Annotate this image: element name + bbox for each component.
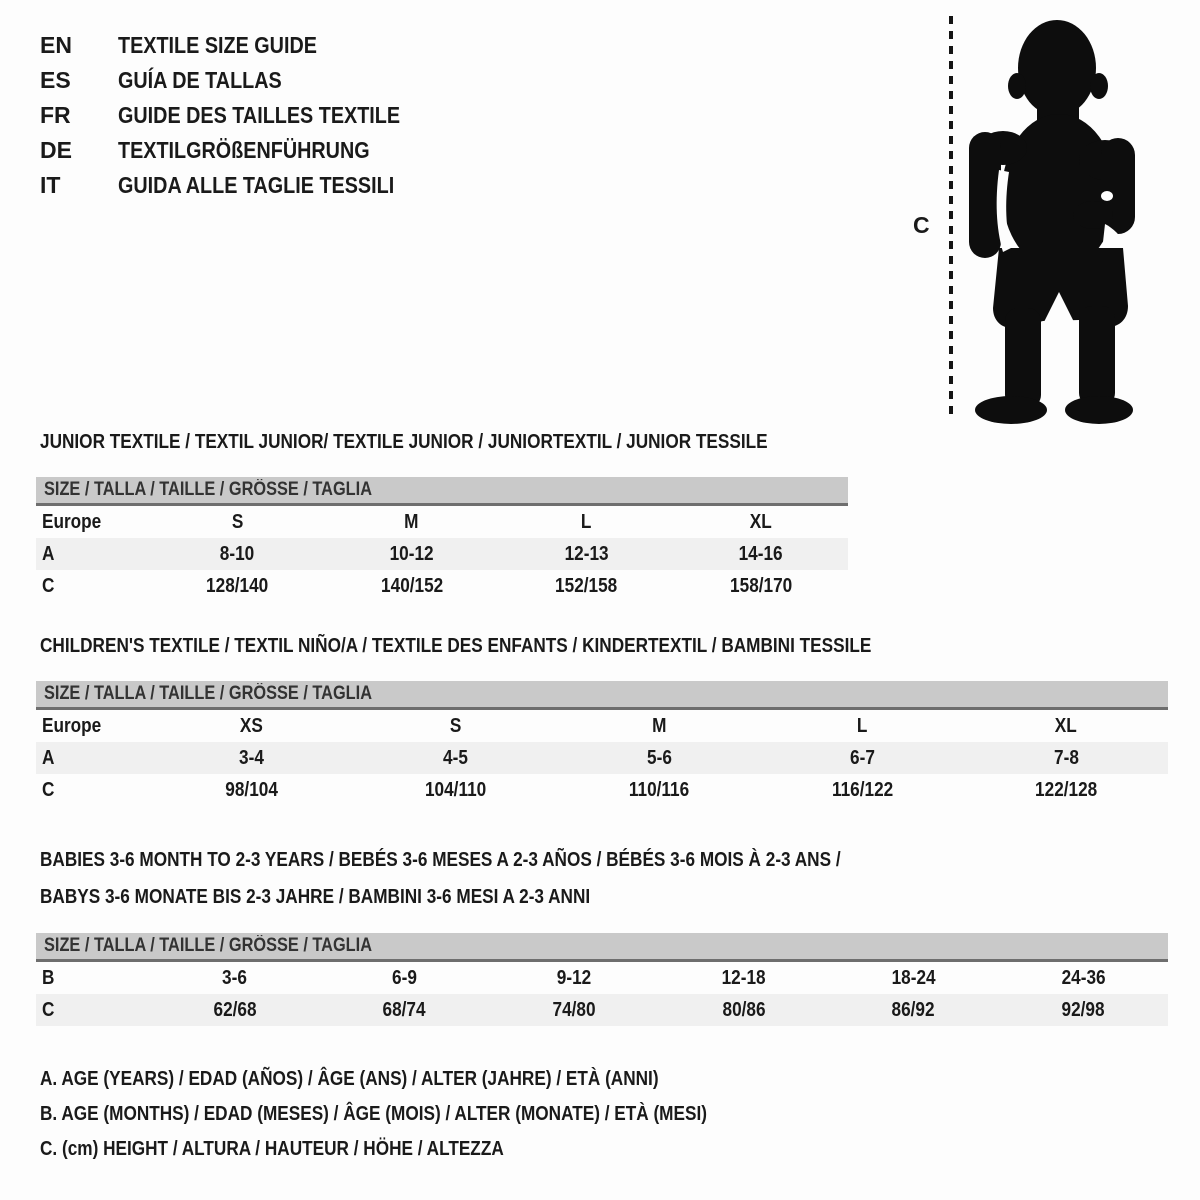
- size-value: 6-9: [392, 966, 417, 989]
- table-row-age-months: [36, 962, 1168, 994]
- table-row-age: [36, 538, 848, 570]
- size-value: L: [580, 510, 592, 533]
- height-dashed-line: [949, 16, 953, 418]
- language-row-de: [40, 133, 446, 168]
- language-code: ES: [40, 67, 71, 93]
- size-value: 158/170: [729, 574, 792, 597]
- row-label: C: [42, 574, 55, 597]
- language-title: TEXTILE SIZE GUIDE: [118, 32, 317, 58]
- row-label: A: [42, 746, 55, 769]
- size-value: 12-18: [721, 966, 766, 989]
- language-row-en: [40, 28, 446, 63]
- size-value: 86/92: [891, 998, 936, 1021]
- row-label: Europe: [42, 510, 102, 533]
- language-row-fr: [40, 98, 446, 133]
- size-value: 68/74: [382, 998, 427, 1021]
- size-value: 10-12: [389, 542, 434, 565]
- size-value: 9-12: [556, 966, 592, 989]
- size-value: 3-6: [222, 966, 248, 989]
- size-value: S: [449, 714, 462, 737]
- size-value: 12-13: [564, 542, 609, 565]
- section-title-line1: BABIES 3-6 MONTH TO 2-3 YEARS / BEBÉS 3-6 MESES A 2-3 AÑOS / BÉBÉS 3-6 MOIS À 2-3 ANS /: [40, 849, 841, 871]
- language-row-it: [40, 168, 446, 203]
- footnote-a: A. AGE (YEARS) / EDAD (AÑOS) / ÂGE (ANS) / ALTER (JAHRE) / ETÀ (ANNI): [40, 1068, 659, 1090]
- size-value: 24-36: [1061, 966, 1106, 989]
- size-header-bar: SIZE / TALLA / TAILLE / GRÖSSE / TAGLIA: [36, 477, 848, 506]
- table-row-europe: [36, 506, 848, 538]
- size-value: 62/68: [213, 998, 257, 1021]
- size-value: 110/116: [628, 778, 690, 801]
- size-value: 7-8: [1053, 746, 1079, 769]
- size-value: 104/110: [424, 778, 487, 801]
- footnote-c: C. (cm) HEIGHT / ALTURA / HAUTEUR / HÖHE / ALTEZZA: [40, 1138, 504, 1160]
- row-label: A: [42, 542, 55, 565]
- row-label: C: [42, 778, 55, 801]
- table-row-height: [36, 774, 1168, 806]
- junior-section: [36, 430, 848, 602]
- language-code: DE: [40, 137, 72, 163]
- section-title: CHILDREN'S TEXTILE / TEXTIL NIÑO/A / TEXTILE DES ENFANTS / KINDERTEXTIL / BAMBINI TESSILE: [40, 635, 872, 657]
- language-code: EN: [40, 32, 72, 58]
- size-value: 116/122: [831, 778, 894, 801]
- size-value: 92/98: [1061, 998, 1105, 1021]
- size-value: 8-10: [220, 542, 255, 565]
- size-value: 74/80: [552, 998, 596, 1021]
- size-value: 14-16: [738, 542, 783, 565]
- size-value: 5-6: [646, 746, 672, 769]
- section-title-line2: BABYS 3-6 MONATE BIS 2-3 JAHRE / BAMBINI 3-6 MESI A 2-3 ANNI: [40, 886, 591, 908]
- height-measure-label: C: [913, 212, 930, 238]
- size-value: 140/152: [380, 574, 443, 597]
- toddler-silhouette-icon: [955, 10, 1150, 430]
- size-header-bar: SIZE / TALLA / TAILLE / GRÖSSE / TAGLIA: [36, 681, 1168, 710]
- language-title: GUIDE DES TAILLES TEXTILE: [118, 102, 401, 128]
- children-section: [36, 634, 1168, 806]
- size-value: 80/86: [722, 998, 766, 1021]
- language-code: FR: [40, 102, 71, 128]
- section-title: JUNIOR TEXTILE / TEXTIL JUNIOR/ TEXTILE JUNIOR / JUNIORTEXTIL / JUNIOR TESSILE: [40, 431, 768, 453]
- language-title: TEXTILGRÖßENFÜHRUNG: [118, 137, 370, 163]
- row-label: Europe: [42, 714, 102, 737]
- size-header-bar: SIZE / TALLA / TAILLE / GRÖSSE / TAGLIA: [36, 933, 1168, 962]
- size-value: L: [857, 714, 868, 737]
- table-row-height: [36, 570, 848, 602]
- size-value: 152/158: [555, 574, 618, 597]
- language-title: GUÍA DE TALLAS: [118, 67, 282, 93]
- language-row-es: [40, 63, 446, 98]
- size-value: 4-5: [442, 746, 468, 769]
- size-value: S: [231, 510, 243, 533]
- language-title: GUIDA ALLE TAGLIE TESSILI: [118, 172, 395, 198]
- size-value: M: [651, 714, 667, 737]
- size-value: XL: [1055, 714, 1078, 737]
- footnotes: [40, 1062, 816, 1167]
- footnote-b: B. AGE (MONTHS) / EDAD (MESES) / ÂGE (MOIS) / ALTER (MONATE) / ETÀ (MESI): [40, 1103, 707, 1125]
- language-list: [40, 28, 446, 203]
- size-value: 98/104: [225, 778, 279, 801]
- size-value: XL: [749, 510, 772, 533]
- table-row-europe: [36, 710, 1168, 742]
- size-value: 122/128: [1035, 778, 1098, 801]
- size-value: 3-4: [239, 746, 265, 769]
- size-value: M: [404, 510, 419, 533]
- table-row-height: [36, 994, 1168, 1026]
- size-value: 128/140: [206, 574, 269, 597]
- language-code: IT: [40, 172, 61, 198]
- size-value: XS: [240, 714, 264, 737]
- babies-section: [36, 842, 1168, 1026]
- table-row-age: [36, 742, 1168, 774]
- row-label: B: [42, 966, 55, 989]
- size-value: 6-7: [850, 746, 876, 769]
- row-label: C: [42, 998, 55, 1021]
- size-value: 18-24: [891, 966, 936, 989]
